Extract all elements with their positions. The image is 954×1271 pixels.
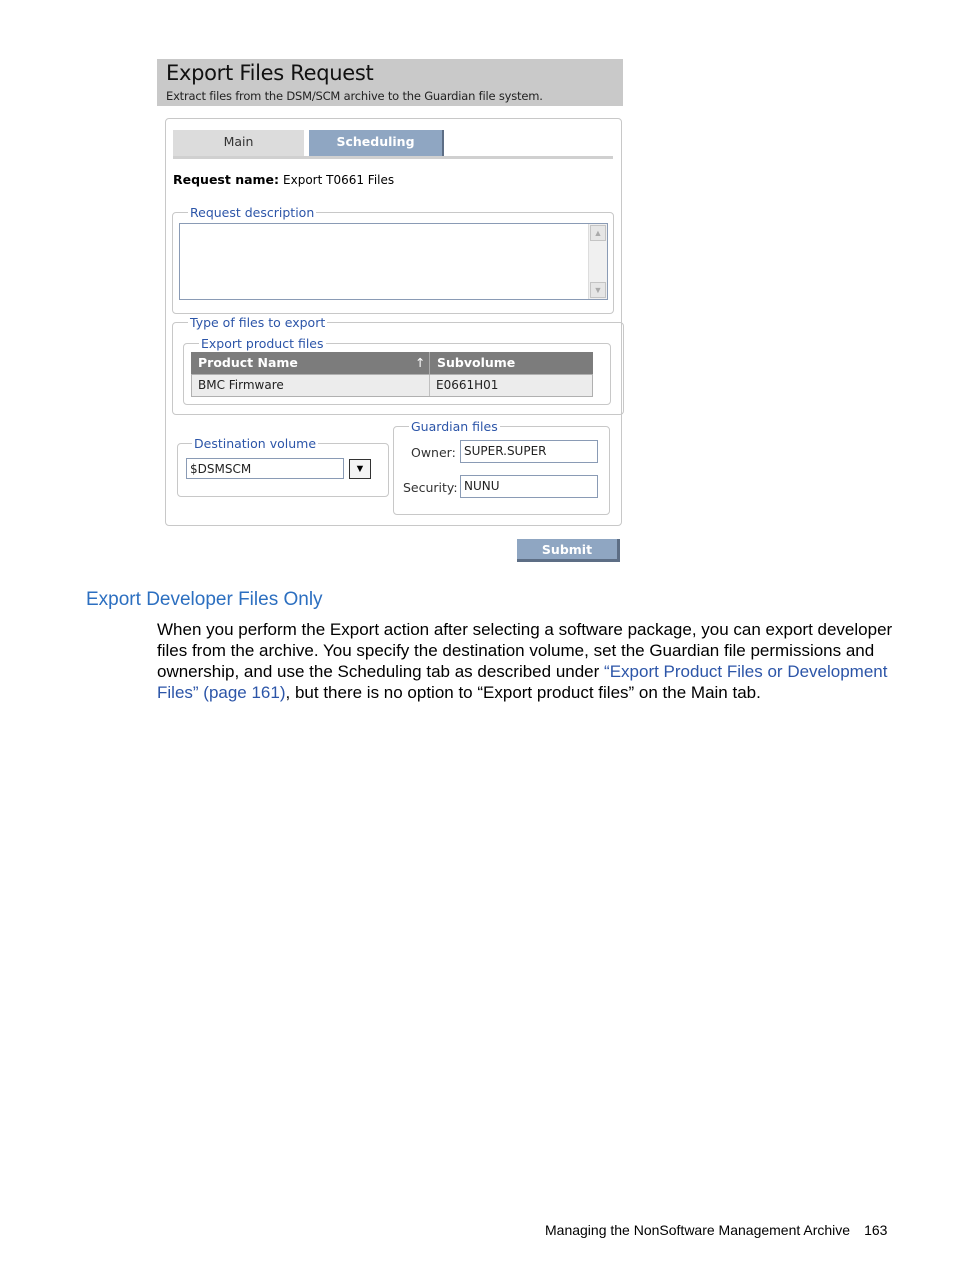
type-of-files-legend: Type of files to export bbox=[190, 315, 326, 330]
column-header-product-name[interactable]: Product Name bbox=[198, 355, 298, 370]
export-product-files-legend: Export product files bbox=[201, 336, 324, 351]
scroll-up-icon[interactable]: ▲ bbox=[590, 225, 606, 241]
table-header bbox=[191, 352, 593, 374]
tab-underline bbox=[173, 156, 613, 159]
scroll-down-icon[interactable]: ▼ bbox=[590, 282, 606, 298]
chevron-down-icon[interactable]: ▼ bbox=[349, 459, 371, 479]
destination-volume-select[interactable]: $DSMSCM bbox=[186, 458, 344, 479]
request-description-textarea[interactable] bbox=[179, 223, 608, 300]
column-divider bbox=[429, 375, 430, 396]
sort-arrow-icon[interactable]: ↑ bbox=[415, 355, 426, 370]
tab-scheduling[interactable]: Scheduling bbox=[309, 130, 444, 157]
cross-reference-link[interactable]: “Export Product Files or Development Files” (page 161) bbox=[157, 662, 888, 702]
cell-subvolume: E0661H01 bbox=[436, 378, 499, 392]
request-description-legend: Request description bbox=[190, 205, 315, 220]
textarea-scrollbar[interactable] bbox=[588, 224, 607, 299]
footer-chapter: Managing the NonSoftware Management Archive bbox=[545, 1222, 851, 1238]
table-row[interactable] bbox=[191, 374, 593, 397]
security-label: Security: bbox=[403, 480, 458, 495]
page-footer bbox=[545, 1222, 887, 1238]
security-field[interactable]: NUNU bbox=[460, 475, 598, 498]
section-heading: Export Developer Files Only bbox=[86, 589, 323, 610]
body-text-2: , but there is no option to “Export product files” on the Main tab. bbox=[285, 683, 761, 702]
page-number: 163 bbox=[864, 1222, 888, 1238]
owner-field[interactable]: SUPER.SUPER bbox=[460, 440, 598, 463]
submit-button[interactable]: Submit bbox=[517, 539, 620, 562]
dialog-subtitle: Extract files from the DSM/SCM archive to the Guardian file system. bbox=[166, 89, 543, 103]
column-header-subvolume[interactable]: Subvolume bbox=[437, 355, 516, 370]
destination-volume-legend: Destination volume bbox=[194, 436, 317, 451]
cell-product-name: BMC Firmware bbox=[198, 378, 284, 392]
request-name-label: Request name: bbox=[173, 172, 280, 187]
owner-label: Owner: bbox=[411, 445, 456, 460]
dialog-header bbox=[157, 59, 623, 106]
dialog-title: Export Files Request bbox=[166, 61, 374, 85]
tab-main[interactable]: Main bbox=[173, 130, 304, 157]
body-paragraph bbox=[157, 619, 902, 703]
body-text-1: When you perform the Export action after selecting a software package, you can export developer files from the archive. You specify the destination volume, set the Guardian file permissions and ownership, and use the Scheduling tab as described under bbox=[157, 620, 893, 681]
request-name bbox=[173, 172, 394, 187]
guardian-files-legend: Guardian files bbox=[411, 419, 498, 434]
column-divider bbox=[429, 352, 430, 374]
request-name-value: Export T0661 Files bbox=[283, 173, 395, 187]
